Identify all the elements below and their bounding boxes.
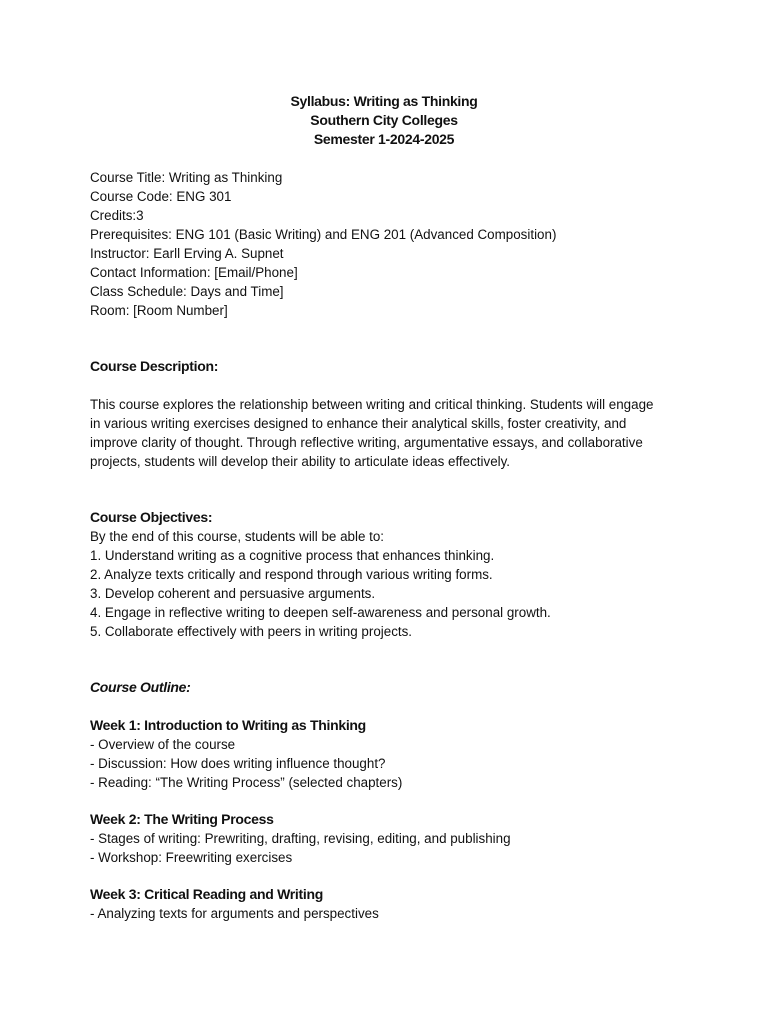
instructor: Instructor: Earll Erving A. Supnet — [90, 246, 284, 261]
week-item: - Reading: “The Writing Process” (selected chapters) — [90, 775, 403, 790]
week-item: - Workshop: Freewriting exercises — [90, 850, 293, 865]
description-line: projects, students will develop their ability to articulate ideas effectively. — [90, 454, 511, 469]
course-description-heading: Course Description: — [90, 358, 219, 374]
objectives-list — [90, 546, 690, 641]
week-title: Week 1: Introduction to Writing as Thinking — [90, 717, 366, 733]
syllabus-title: Syllabus: Writing as Thinking — [290, 93, 478, 109]
week-item: - Stages of writing: Prewriting, drafting, revising, editing, and publishing — [90, 831, 511, 846]
course-info-block — [90, 168, 690, 320]
objective-item: 1. Understand writing as a cognitive process that enhances thinking. — [90, 548, 495, 563]
week-title: Week 2: The Writing Process — [90, 811, 274, 827]
room: Room: [Room Number] — [90, 303, 228, 318]
objective-item: 5. Collaborate effectively with peers in writing projects. — [90, 624, 413, 639]
objective-item: 4. Engage in reflective writing to deepen self-awareness and personal growth. — [90, 605, 551, 620]
school-name: Southern City Colleges — [310, 112, 458, 128]
objectives-intro: By the end of this course, students will be able to: — [90, 529, 385, 544]
prerequisites: Prerequisites: ENG 101 (Basic Writing) and ENG 201 (Advanced Composition) — [90, 227, 557, 242]
course-outline-heading: Course Outline: — [90, 679, 191, 695]
document-header — [0, 92, 768, 149]
semester-label: Semester 1-2024-2025 — [313, 131, 455, 147]
week-section — [90, 810, 690, 867]
week-title: Week 3: Critical Reading and Writing — [90, 886, 323, 902]
course-code: Course Code: ENG 301 — [90, 189, 232, 204]
week-item: - Discussion: How does writing influence thought? — [90, 756, 386, 771]
credits: Credits:3 — [90, 208, 144, 223]
week-item: - Overview of the course — [90, 737, 236, 752]
course-description-paragraph — [90, 395, 690, 471]
course-objectives-heading: Course Objectives: — [90, 509, 213, 525]
description-line: in various writing exercises designed to enhance their analytical skills, foster creativity, and — [90, 416, 627, 431]
description-line: improve clarity of thought. Through reflective writing, argumentative essays, and collaborative — [90, 435, 643, 450]
week-item: - Analyzing texts for arguments and perspectives — [90, 906, 379, 921]
week-section — [90, 716, 690, 792]
description-line: This course explores the relationship between writing and critical thinking. Students will engage — [90, 397, 654, 412]
objective-item: 3. Develop coherent and persuasive arguments. — [90, 586, 376, 601]
course-title: Course Title: Writing as Thinking — [90, 170, 283, 185]
document-body — [90, 168, 690, 923]
class-schedule: Class Schedule: Days and Time] — [90, 284, 284, 299]
week-section — [90, 885, 690, 923]
contact-information: Contact Information: [Email/Phone] — [90, 265, 298, 280]
objective-item: 2. Analyze texts critically and respond through various writing forms. — [90, 567, 493, 582]
